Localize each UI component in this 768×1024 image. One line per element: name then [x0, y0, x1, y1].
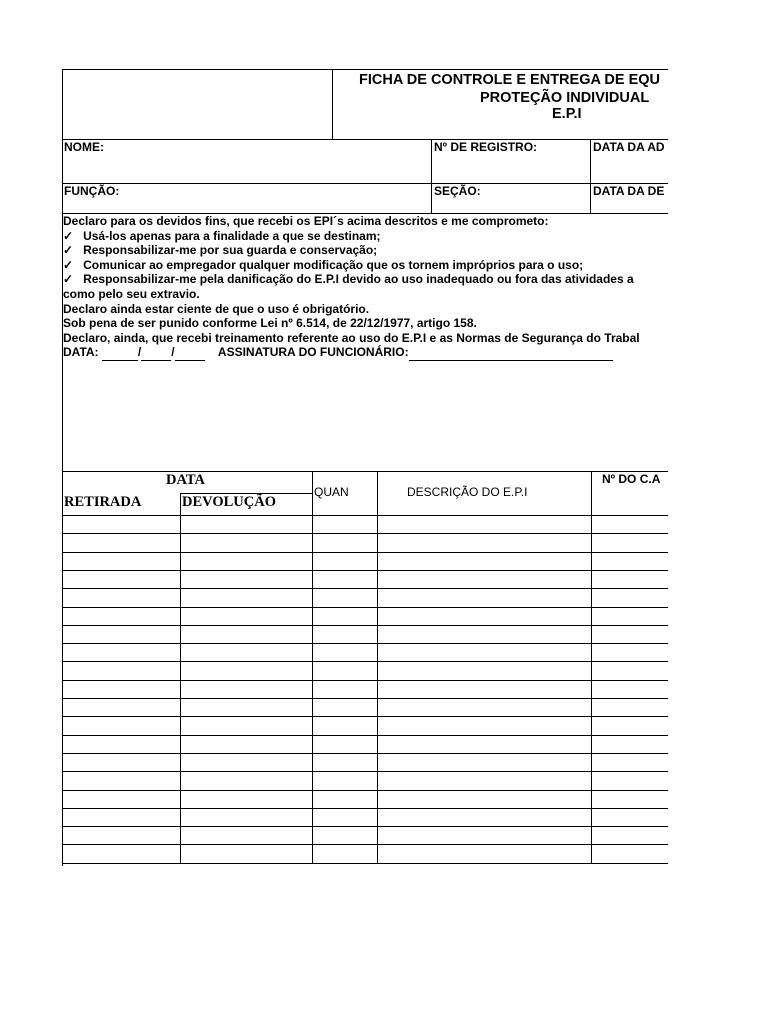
funcao-label: FUNÇÃO:	[64, 184, 120, 198]
table-row	[62, 680, 668, 681]
secao-label: SEÇÃO:	[434, 184, 481, 198]
num-ca-header: Nº DO C.A	[602, 472, 661, 486]
devolucao-header: DEVOLUÇÃO	[182, 494, 276, 510]
table-row	[62, 716, 668, 717]
declaration-continuation: como pelo seu extravio.	[63, 286, 200, 301]
table-row	[62, 607, 668, 608]
table-column-divider	[377, 471, 378, 863]
check-icon: ✓	[63, 228, 74, 243]
quantidade-header: QUAN	[314, 485, 349, 499]
data-admissao-label: DATA DA AD	[593, 140, 665, 154]
header-bottom-border	[62, 139, 668, 140]
epi-control-sheet	[62, 69, 668, 866]
table-row	[62, 790, 668, 791]
field-divider-1	[431, 139, 432, 213]
signature-line	[63, 345, 640, 361]
table-row	[62, 533, 668, 534]
form-title-line2: PROTEÇÃO INDIVIDUAL	[480, 90, 650, 106]
date-separator: /	[171, 345, 175, 360]
declaration-item: ✓ Usá-los apenas para a finalidade a que se destinam;	[63, 228, 381, 243]
declaration-intro: Declaro para os devidos fins, que recebi os EPI´s acima descritos e me comprometo:	[63, 214, 549, 228]
form-title-line1: FICHA DE CONTROLE E ENTREGA DE EQU	[359, 72, 661, 88]
table-header-bottom	[62, 515, 668, 516]
declaration-obrigatorio: Declaro ainda estar ciente de que o uso é obrigatório.	[63, 301, 370, 316]
table-row	[62, 552, 668, 553]
data-header: DATA	[166, 472, 205, 488]
header-divider	[332, 69, 333, 139]
registro-label: Nº DE REGISTRO:	[434, 140, 538, 154]
table-column-divider	[591, 471, 592, 863]
table-row	[62, 735, 668, 736]
left-border	[62, 69, 63, 866]
check-icon: ✓	[63, 272, 74, 287]
table-row	[62, 588, 668, 589]
table-row	[62, 625, 668, 626]
assinatura-label: ASSINATURA DO FUNCIONÁRIO:	[217, 345, 409, 360]
descricao-header: DESCRIÇÃO DO E.P.I	[407, 485, 528, 499]
table-row	[62, 826, 668, 827]
declaration-treinamento: Declaro, ainda, que recebi treinamento referente ao uso do E.P.I e as Normas de Segurança do Trabal	[63, 330, 640, 345]
table-row	[62, 753, 668, 754]
table-row	[62, 698, 668, 699]
check-icon: ✓	[63, 243, 74, 258]
table-row	[62, 863, 668, 864]
table-row	[62, 661, 668, 662]
retirada-header: RETIRADA	[64, 494, 142, 510]
data-demissao-label: DATA DA DE	[593, 184, 665, 198]
table-row	[62, 808, 668, 809]
table-row	[62, 643, 668, 644]
declaration-lei: Sob pena de ser punido conforme Lei nº 6.514, de 22/12/1977, artigo 158.	[63, 316, 477, 331]
field-divider-2	[590, 139, 591, 213]
declaration-item: ✓ Responsabilizar-me por sua guarda e conservação;	[63, 243, 378, 258]
declaration-item: ✓ Responsabilizar-me pela danificação do E.P.I devido ao uso inadequado ou fora das atividades a	[63, 272, 634, 287]
table-row	[62, 844, 668, 845]
table-column-divider	[312, 471, 313, 863]
table-row	[62, 771, 668, 772]
form-title-line3: E.P.I	[552, 106, 582, 122]
field-row-divider	[62, 183, 668, 184]
date-separator: /	[137, 345, 142, 360]
declaration-block	[63, 214, 640, 361]
nome-label: NOME:	[64, 140, 104, 154]
declaration-item: ✓ Comunicar ao empregador qualquer modificação que os tornem impróprios para o uso;	[63, 257, 584, 272]
table-row	[62, 570, 668, 571]
table-top-border	[62, 471, 668, 472]
date-label: DATA:	[63, 345, 99, 360]
check-icon: ✓	[63, 257, 74, 272]
top-border	[62, 69, 668, 70]
